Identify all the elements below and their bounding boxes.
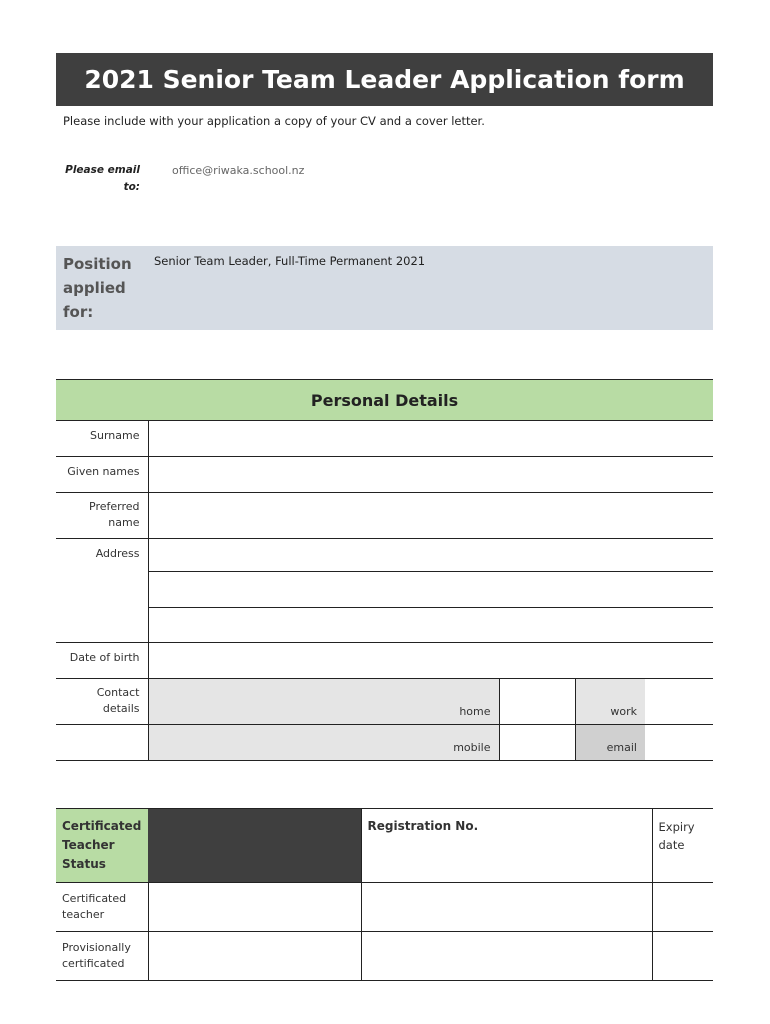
mobile-phone-field[interactable] [499,725,575,761]
form-title: 2021 Senior Team Leader Application form [56,53,713,106]
home-phone-label: home [148,679,499,725]
date-of-birth-label: Date of birth [56,643,148,679]
surname-field[interactable] [148,421,713,457]
date-of-birth-field[interactable] [148,643,713,679]
contact-details-blank [56,725,148,761]
certificated-registration-field[interactable] [361,883,652,932]
preferred-name-label: Preferred name [56,493,148,539]
surname-label: Surname [56,421,148,457]
home-phone-field[interactable] [499,679,575,725]
work-phone-label: work [575,679,645,725]
certificated-teacher-table [56,808,713,981]
address-line-2[interactable] [148,572,713,608]
intro-text: Please include with your application a copy of your CV and a cover letter. [63,114,485,128]
provisionally-certificated-label: Provisionally certificated [56,932,148,981]
provisionally-certificated-checkbox-cell[interactable] [148,932,361,981]
personal-details-heading: Personal Details [56,380,713,421]
certificated-expiry-field[interactable] [652,883,713,932]
certificated-teacher-label: Certificated teacher [56,883,148,932]
provisional-registration-field[interactable] [361,932,652,981]
email-label: Please email to: [65,164,140,193]
email-field[interactable] [645,725,713,761]
given-names-field[interactable] [148,457,713,493]
registration-number-heading: Registration No. [361,809,652,883]
given-names-label: Given names [56,457,148,493]
address-label: Address [56,539,148,643]
position-applied-section [56,246,713,330]
position-value[interactable]: Senior Team Leader, Full-Time Permanent 2021 [154,254,426,268]
address-line-3[interactable] [148,608,713,643]
personal-details-table [56,379,713,761]
work-phone-field[interactable] [645,679,713,725]
preferred-name-field[interactable] [148,493,713,539]
certificated-teacher-checkbox-cell[interactable] [148,883,361,932]
contact-details-label: Contact details [56,679,148,725]
email-label-cell: email [575,725,645,761]
provisional-expiry-field[interactable] [652,932,713,981]
position-label: Position applied for: [63,255,132,321]
mobile-phone-label: mobile [148,725,499,761]
certificated-status-heading: Certificated Teacher Status [56,809,148,883]
email-address-link[interactable]: office@riwaka.school.nz [172,164,305,177]
expiry-date-heading: Expiry date [652,809,713,883]
dark-header-cell [148,809,361,883]
address-line-1[interactable] [148,539,713,572]
